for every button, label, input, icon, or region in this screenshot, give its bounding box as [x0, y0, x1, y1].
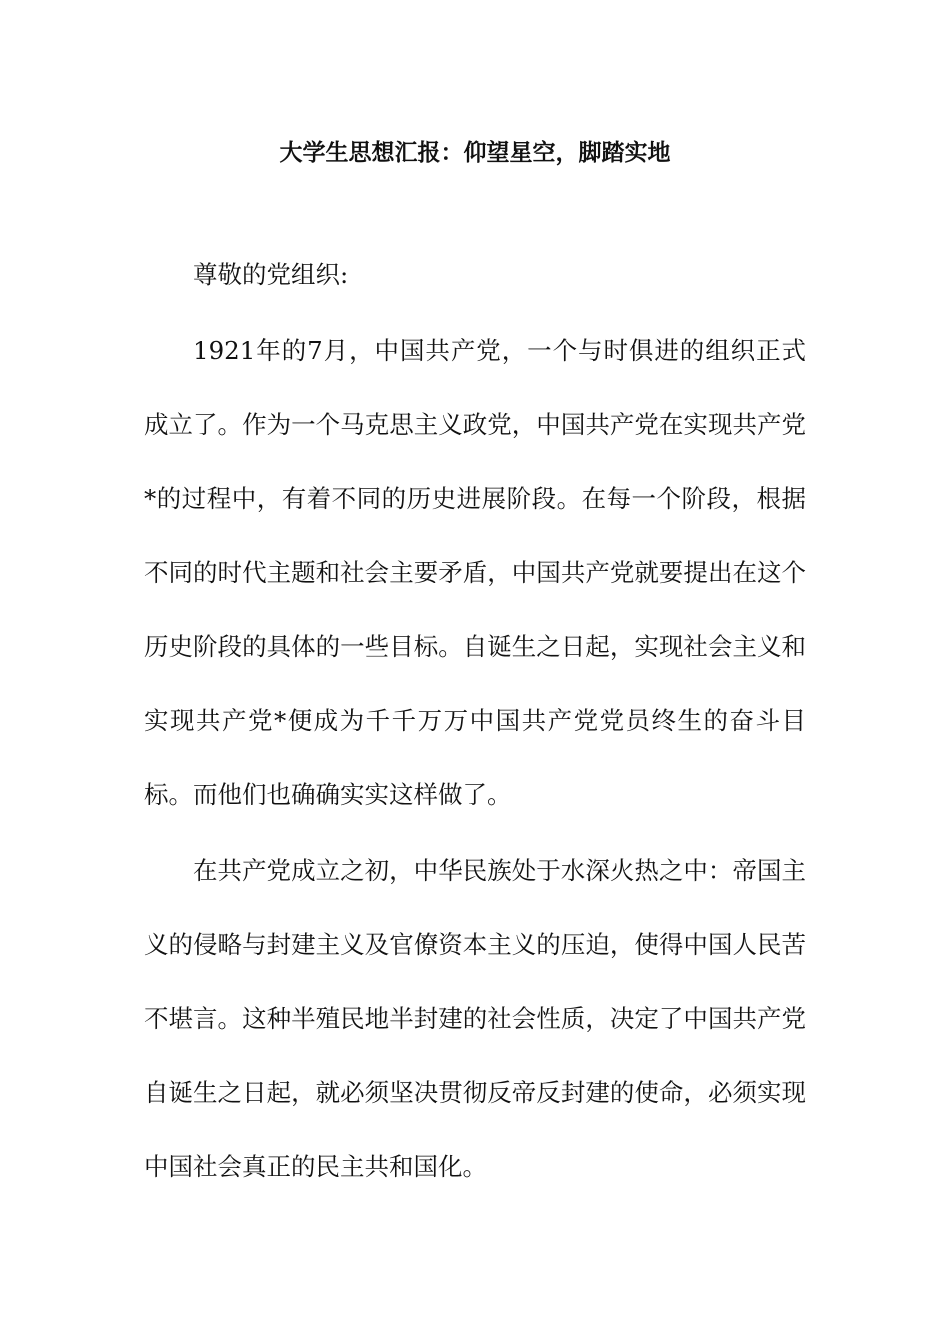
- document-title: 大学生思想汇报：仰望星空，脚踏实地: [279, 139, 671, 166]
- paragraph-1: 1921年的7月，中国共产党，一个与时俱进的组织正式成立了。作为一个马克思主义政党，中国共产党在实现共产党*的过程中，有着不同的历史进展阶段。在每一个阶段，根据不同的时代主题和社会主要矛盾，中国共产党就要提出在这个历史阶段的具体的一些目标。自诞生之日起，实现社会主义和实现共产党*便成为千千万万中国共产党党员终生的奋斗目标。而他们也确确实实这样做了。: [144, 336, 806, 809]
- salutation: 尊敬的党组织:: [193, 260, 349, 289]
- paragraph-2: 在共产党成立之初，中华民族处于水深火热之中：帝国主义的侵略与封建主义及官僚资本主义的压迫，使得中国人民苦不堪言。这种半殖民地半封建的社会性质，决定了中国共产党自诞生之日起，就必须坚决贯彻反帝反封建的使命，必须实现中国社会真正的民主共和国化。: [144, 856, 806, 1181]
